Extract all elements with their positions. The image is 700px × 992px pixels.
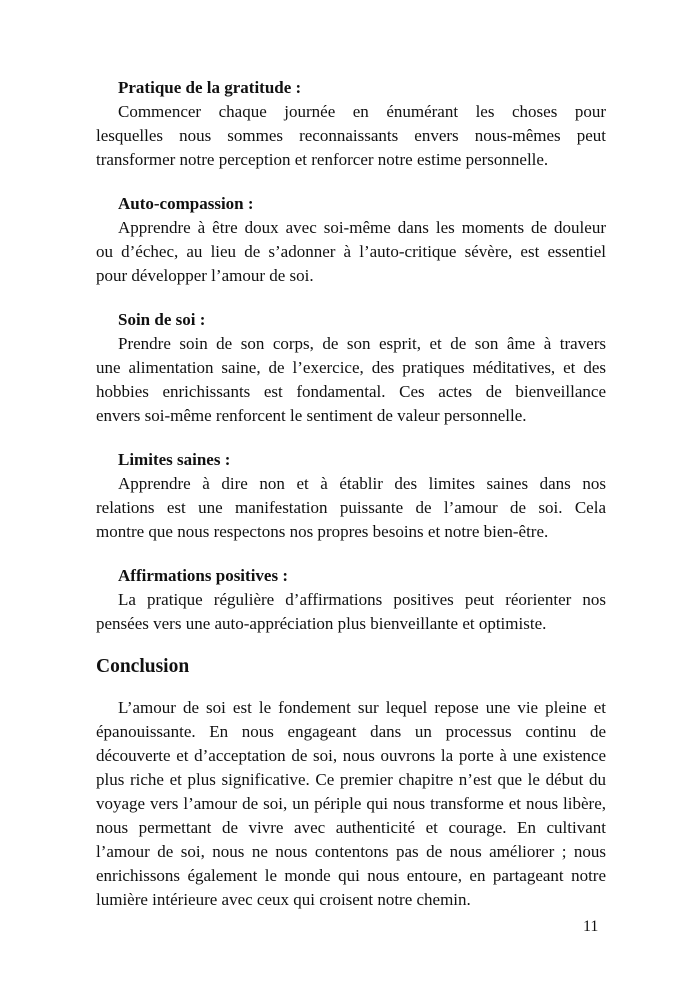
text-line: enrichissons également le monde qui nous entoure, en partageant notre xyxy=(96,866,606,885)
text-line: Apprendre à dire non et à établir des limites saines dans nos xyxy=(118,474,606,493)
page-body xyxy=(96,76,606,932)
text-line: Apprendre à être doux avec soi-même dans les moments de douleur xyxy=(118,218,606,237)
text-line: La pratique régulière d’affirmations positives peut réorienter nos xyxy=(118,590,606,609)
text-line: nous permettant de vivre avec authenticité et courage. En cultivant xyxy=(96,818,606,837)
section-heading: Limites saines : xyxy=(118,450,231,469)
section-heading: Soin de soi : xyxy=(118,310,206,329)
text-line: ou d’échec, au lieu de s’adonner à l’auto-critique sévère, est essentiel xyxy=(96,242,606,261)
text-line: épanouissante. En nous engageant dans un processus continu de xyxy=(96,722,606,741)
text-line: envers soi-même renforcent le sentiment de valeur personnelle. xyxy=(96,406,527,425)
section-heading: Auto-compassion : xyxy=(118,194,254,213)
conclusion-heading: Conclusion xyxy=(96,656,190,677)
text-line: transformer notre perception et renforcer notre estime personnelle. xyxy=(96,150,549,169)
text-line: l’amour de soi, nous ne nous contentons pas de nous améliorer ; nous xyxy=(96,842,606,861)
conclusion-section xyxy=(96,654,606,912)
text-line: voyage vers l’amour de soi, un périple qui nous transforme et nous libère, xyxy=(96,794,606,813)
text-line: pensées vers une auto-appréciation plus bienveillante et optimiste. xyxy=(96,614,547,633)
text-line: lesquelles nous sommes reconnaissants envers nous-mêmes peut xyxy=(96,126,606,145)
section-2 xyxy=(96,308,606,428)
text-line: L’amour de soi est le fondement sur lequel repose une vie pleine et xyxy=(118,698,606,717)
section-heading: Pratique de la gratitude : xyxy=(118,78,302,97)
text-line: montre que nous respectons nos propres besoins et notre bien-être. xyxy=(96,522,549,541)
text-line: Commencer chaque journée en énumérant les choses pour xyxy=(118,102,606,121)
section-4 xyxy=(96,564,606,636)
text-line: découverte et d’acceptation de soi, nous ouvrons la porte à une existence xyxy=(96,746,606,765)
section-heading: Affirmations positives : xyxy=(118,566,288,585)
text-line: Prendre soin de son corps, de son esprit, et de son âme à travers xyxy=(118,334,606,353)
section-0 xyxy=(96,76,606,172)
text-line: relations est une manifestation puissante de l’amour de soi. Cela xyxy=(96,498,606,517)
text-line: une alimentation saine, de l’exercice, des pratiques méditatives, et des xyxy=(96,358,606,377)
text-line: lumière intérieure avec ceux qui croisent notre chemin. xyxy=(96,890,471,909)
section-1 xyxy=(96,192,606,288)
text-line: hobbies enrichissants est fondamental. Ces actes de bienveillance xyxy=(96,382,606,401)
page-number: 11 xyxy=(583,918,599,935)
text-line: plus riche et plus significative. Ce premier chapitre n’est que le début du xyxy=(96,770,606,789)
text-line: pour développer l’amour de soi. xyxy=(96,266,314,285)
section-3 xyxy=(96,448,606,544)
